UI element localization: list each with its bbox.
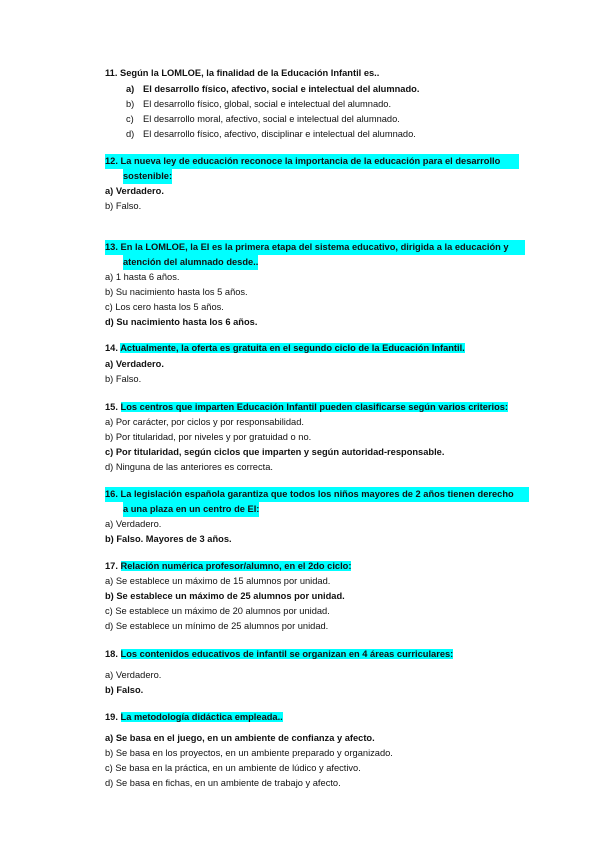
q19-option-c: c) Se basa en la práctica, en un ambiente de lúdico y afectivo.	[105, 763, 361, 773]
q11-option-d-text: El desarrollo físico, afectivo, disciplinar e intelectual del alumnado.	[143, 129, 416, 139]
q15-option-c: c) Por titularidad, según ciclos que imparten y según autoridad-responsable.	[105, 447, 445, 457]
q12-option-a: a) Verdadero.	[105, 186, 164, 196]
q11-option-c-label: c)	[126, 114, 134, 124]
question-17	[105, 559, 535, 574]
question-11-number: 11.	[105, 68, 118, 78]
q12-option-b: b) Falso.	[105, 201, 142, 211]
question-13-number: 13.	[105, 242, 118, 252]
q17-option-a: a) Se establece un máximo de 15 alumnos por unidad.	[105, 576, 331, 586]
question-16-number: 16.	[105, 489, 118, 499]
q11-option-b-text: El desarrollo físico, global, social e intelectual del alumnado.	[143, 99, 392, 109]
q11-option-d-label: d)	[126, 129, 135, 139]
question-13-text-cont: atención del alumnado desde..	[123, 255, 258, 270]
question-15-number: 15.	[105, 402, 118, 412]
q13-option-a: a) 1 hasta 6 años.	[105, 272, 180, 282]
question-14-number: 14.	[105, 343, 118, 353]
question-19-text: La metodología didáctica empleada..	[120, 712, 283, 722]
q14-option-b: b) Falso.	[105, 374, 142, 384]
question-13	[105, 240, 525, 255]
question-18	[105, 647, 535, 662]
q13-option-c: c) Los cero hasta los 5 años.	[105, 302, 224, 312]
question-18-text: Los contenidos educativos de infantil se organizan en 4 áreas curriculares:	[120, 649, 454, 659]
question-16-text: La legislación española garantiza que todos los niños mayores de 2 años tienen derecho	[120, 489, 514, 499]
question-15	[105, 400, 535, 415]
q19-option-a: a) Se basa en el juego, en un ambiente de confianza y afecto.	[105, 733, 375, 743]
question-19	[105, 710, 535, 725]
question-14	[105, 341, 535, 356]
q18-option-b: b) Falso.	[105, 685, 144, 695]
q11-option-b-label: b)	[126, 99, 135, 109]
question-17-text: Relación numérica profesor/alumno, en el 2do ciclo:	[120, 561, 352, 571]
q16-option-a: a) Verdadero.	[105, 519, 162, 529]
q16-option-b: b) Falso. Mayores de 3 años.	[105, 534, 232, 544]
q19-option-d: d) Se basa en fichas, en un ambiente de trabajo y afecto.	[105, 778, 341, 788]
question-16	[105, 487, 529, 502]
question-11-text: Según la LOMLOE, la finalidad de la Educación Infantil es..	[120, 68, 380, 78]
q17-option-c: c) Se establece un máximo de 20 alumnos por unidad.	[105, 606, 330, 616]
question-12-number: 12.	[105, 156, 118, 166]
question-12-text-cont: sostenible:	[123, 169, 172, 184]
q11-option-a-text: El desarrollo físico, afectivo, social e intelectual del alumnado.	[143, 84, 420, 94]
q11-option-a-label: a)	[126, 84, 135, 94]
question-11	[105, 66, 535, 81]
q11-option-c-text: El desarrollo moral, afectivo, social e intelectual del alumnado.	[143, 114, 400, 124]
q19-option-b: b) Se basa en los proyectos, en un ambiente preparado y organizado.	[105, 748, 393, 758]
q13-option-d: d) Su nacimiento hasta los 6 años.	[105, 317, 258, 327]
q17-option-b: b) Se establece un máximo de 25 alumnos por unidad.	[105, 591, 345, 601]
question-13-text: En la LOMLOE, la EI es la primera etapa del sistema educativo, dirigida a la educación y	[120, 242, 509, 252]
question-19-number: 19.	[105, 712, 118, 722]
q15-option-d: d) Ninguna de las anteriores es correcta.	[105, 462, 273, 472]
q17-option-d: d) Se establece un mínimo de 25 alumnos por unidad.	[105, 621, 329, 631]
question-17-number: 17.	[105, 561, 118, 571]
question-12-text: La nueva ley de educación reconoce la importancia de la educación para el desarrollo	[120, 156, 501, 166]
q14-option-a: a) Verdadero.	[105, 359, 164, 369]
question-16-text-cont: a una plaza en un centro de EI:	[123, 502, 259, 517]
q13-option-b: b) Su nacimiento hasta los 5 años.	[105, 287, 248, 297]
question-15-text: Los centros que imparten Educación Infantil pueden clasificarse según varios criterios:	[120, 402, 509, 412]
q15-option-b: b) Por titularidad, por niveles y por gratuidad o no.	[105, 432, 312, 442]
q15-option-a: a) Por carácter, por ciclos y por responsabilidad.	[105, 417, 304, 427]
question-12	[105, 154, 519, 169]
q18-option-a: a) Verdadero.	[105, 670, 162, 680]
question-18-number: 18.	[105, 649, 118, 659]
question-14-text: Actualmente, la oferta es gratuita en el segundo ciclo de la Educación Infantil.	[120, 343, 465, 353]
